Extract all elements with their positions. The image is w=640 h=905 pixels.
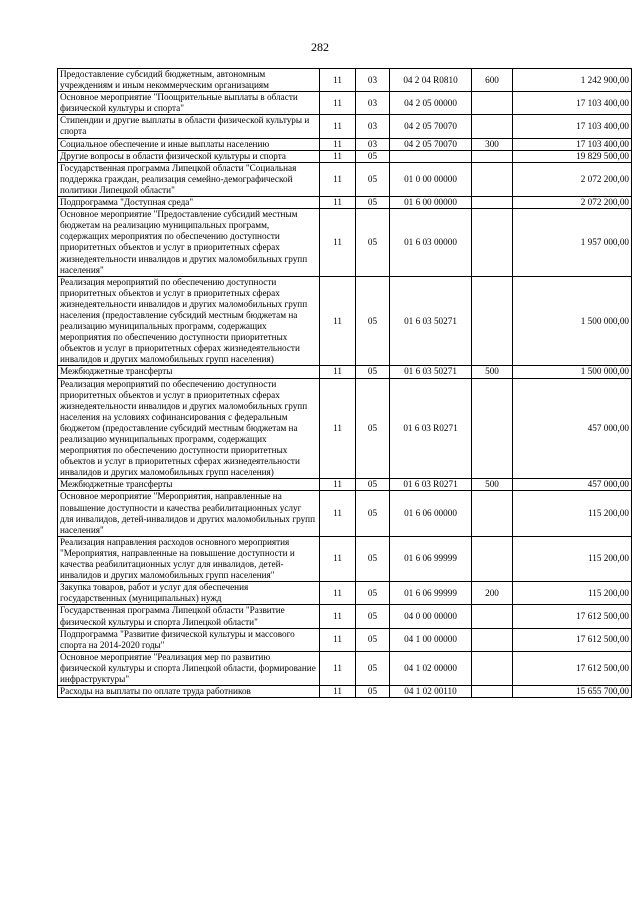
expense-type-cell <box>472 209 513 277</box>
amount-cell: 115 200,00 <box>513 582 632 605</box>
section-code-cell: 11 <box>320 582 356 605</box>
table-row <box>58 651 632 685</box>
table-row <box>58 115 632 138</box>
section-code-cell: 11 <box>320 378 356 479</box>
table-row <box>58 479 632 491</box>
expense-name-cell: Межбюджетные трансферты <box>58 479 320 491</box>
subsection-code-cell: 05 <box>356 536 390 581</box>
section-code-cell: 11 <box>320 138 356 150</box>
subsection-code-cell: 03 <box>356 92 390 115</box>
subsection-code-cell: 03 <box>356 138 390 150</box>
section-code-cell: 11 <box>320 651 356 685</box>
expense-name-cell: Расходы на выплаты по оплате труда работников <box>58 686 320 698</box>
target-item-cell: 04 2 05 70070 <box>390 115 472 138</box>
subsection-code-cell: 05 <box>356 276 390 366</box>
target-item-cell: 01 6 06 00000 <box>390 491 472 536</box>
expense-name-cell: Закупка товаров, работ и услуг для обеспечения государственных (муниципальных) нужд <box>58 582 320 605</box>
expense-type-cell <box>472 378 513 479</box>
section-code-cell: 11 <box>320 628 356 651</box>
amount-cell: 17 103 400,00 <box>513 138 632 150</box>
target-item-cell: 04 2 04 R0810 <box>390 69 472 92</box>
table-row <box>58 209 632 277</box>
expense-type-cell <box>472 162 513 196</box>
expense-name-cell: Реализация мероприятий по обеспечению доступности приоритетных объектов и услуг в приоритетных сферах жизнедеятельности инвалидов и других маломобильных групп населения на условиях софинансирования с федеральным бюджетом (предоставление субсидий местным бюджетам на реализацию муниципальных программ, содержащих мероприятия по обеспечению доступности приоритетных объектов и услуг в приоритетных сферах жизнедеятельности инвалидов и других маломобильных групп населения) <box>58 378 320 479</box>
budget-table <box>57 68 632 698</box>
table-row <box>58 162 632 196</box>
expense-type-cell <box>472 92 513 115</box>
expense-type-cell: 200 <box>472 582 513 605</box>
subsection-code-cell: 05 <box>356 651 390 685</box>
target-item-cell: 01 6 03 50271 <box>390 366 472 378</box>
expense-name-cell: Реализация мероприятий по обеспечению доступности приоритетных объектов и услуг в приоритетных сферах жизнедеятельности инвалидов и других маломобильных групп населения (предоставление субсидий местным бюджетам на реализацию муниципальных программ, содержащих мероприятия по обеспечению доступности приоритетных объектов и услуг в приоритетных сферах жизнедеятельности инвалидов и других маломобильных групп населения) <box>58 276 320 366</box>
target-item-cell: 04 1 00 00000 <box>390 628 472 651</box>
section-code-cell: 11 <box>320 197 356 209</box>
target-item-cell: 01 6 06 99999 <box>390 582 472 605</box>
expense-name-cell: Подпрограмма "Доступная среда" <box>58 197 320 209</box>
subsection-code-cell: 05 <box>356 197 390 209</box>
expense-type-cell <box>472 651 513 685</box>
table-row <box>58 491 632 536</box>
subsection-code-cell: 05 <box>356 366 390 378</box>
subsection-code-cell: 03 <box>356 115 390 138</box>
target-item-cell: 01 6 03 R0271 <box>390 479 472 491</box>
expense-type-cell <box>472 491 513 536</box>
expense-type-cell <box>472 536 513 581</box>
target-item-cell: 01 6 03 00000 <box>390 209 472 277</box>
section-code-cell: 11 <box>320 491 356 536</box>
amount-cell: 2 072 200,00 <box>513 197 632 209</box>
section-code-cell: 11 <box>320 686 356 698</box>
expense-name-cell: Государственная программа Липецкой области "Развитие физической культуры и спорта Липецкой области" <box>58 605 320 628</box>
expense-name-cell: Подпрограмма "Развитие физической культуры и массового спорта на 2014-2020 годы" <box>58 628 320 651</box>
amount-cell: 17 612 500,00 <box>513 605 632 628</box>
amount-cell: 1 242 900,00 <box>513 69 632 92</box>
section-code-cell: 11 <box>320 69 356 92</box>
expense-name-cell: Основное мероприятие "Поощрительные выплаты в области физической культуры и спорта" <box>58 92 320 115</box>
subsection-code-cell: 05 <box>356 686 390 698</box>
target-item-cell: 04 2 05 70070 <box>390 138 472 150</box>
amount-cell: 115 200,00 <box>513 536 632 581</box>
amount-cell: 19 829 500,00 <box>513 150 632 162</box>
expense-name-cell: Реализация направления расходов основного мероприятия "Мероприятия, направленные на повышение доступности и качества реабилитационных услуг для инвалидов, детей-инвалидов и других маломобильных групп населения" <box>58 536 320 581</box>
amount-cell: 17 103 400,00 <box>513 115 632 138</box>
table-row <box>58 686 632 698</box>
table-row <box>58 69 632 92</box>
table-row <box>58 378 632 479</box>
table-row <box>58 605 632 628</box>
expense-type-cell <box>472 605 513 628</box>
table-row <box>58 138 632 150</box>
subsection-code-cell: 03 <box>356 69 390 92</box>
section-code-cell: 11 <box>320 366 356 378</box>
table-row <box>58 276 632 366</box>
section-code-cell: 11 <box>320 605 356 628</box>
expense-name-cell: Социальное обеспечение и иные выплаты населению <box>58 138 320 150</box>
target-item-cell: 04 0 00 00000 <box>390 605 472 628</box>
expense-type-cell <box>472 276 513 366</box>
expense-type-cell: 500 <box>472 366 513 378</box>
subsection-code-cell: 05 <box>356 150 390 162</box>
section-code-cell: 11 <box>320 479 356 491</box>
expense-name-cell: Стипендии и другие выплаты в области физической культуры и спорта <box>58 115 320 138</box>
amount-cell: 15 655 700,00 <box>513 686 632 698</box>
subsection-code-cell: 05 <box>356 628 390 651</box>
expense-type-cell <box>472 150 513 162</box>
expense-type-cell: 300 <box>472 138 513 150</box>
target-item-cell: 01 6 03 R0271 <box>390 378 472 479</box>
section-code-cell: 11 <box>320 209 356 277</box>
target-item-cell: 04 2 05 00000 <box>390 92 472 115</box>
table-row <box>58 92 632 115</box>
section-code-cell: 11 <box>320 115 356 138</box>
target-item-cell: 01 6 06 99999 <box>390 536 472 581</box>
page-number: 282 <box>311 40 329 54</box>
subsection-code-cell: 05 <box>356 605 390 628</box>
target-item-cell <box>390 150 472 162</box>
section-code-cell: 11 <box>320 536 356 581</box>
expense-type-cell <box>472 686 513 698</box>
target-item-cell: 01 6 03 50271 <box>390 276 472 366</box>
target-item-cell: 04 1 02 00000 <box>390 651 472 685</box>
budget-table-body <box>58 69 632 698</box>
subsection-code-cell: 05 <box>356 378 390 479</box>
amount-cell: 17 612 500,00 <box>513 651 632 685</box>
expense-name-cell: Основное мероприятие "Предоставление субсидий местным бюджетам на реализацию муниципальных программ, содержащих мероприятия по обеспечению доступности приоритетных объектов и услуг в приоритетных сферах жизнедеятельности инвалидов и других маломобильных групп населения" <box>58 209 320 277</box>
amount-cell: 17 103 400,00 <box>513 92 632 115</box>
table-row <box>58 366 632 378</box>
expense-name-cell: Основное мероприятие "Мероприятия, направленные на повышение доступности и качества реабилитационных услуг для инвалидов, детей-инвалидов и других маломобильных групп населения" <box>58 491 320 536</box>
table-row <box>58 582 632 605</box>
amount-cell: 457 000,00 <box>513 378 632 479</box>
subsection-code-cell: 05 <box>356 209 390 277</box>
table-row <box>58 536 632 581</box>
amount-cell: 457 000,00 <box>513 479 632 491</box>
expense-type-cell: 500 <box>472 479 513 491</box>
expense-name-cell: Основное мероприятие "Реализация мер по развитию физической культуры и спорта Липецкой области, формирование инфраструктуры" <box>58 651 320 685</box>
expense-type-cell: 600 <box>472 69 513 92</box>
section-code-cell: 11 <box>320 150 356 162</box>
amount-cell: 115 200,00 <box>513 491 632 536</box>
amount-cell: 17 612 500,00 <box>513 628 632 651</box>
amount-cell: 1 957 000,00 <box>513 209 632 277</box>
amount-cell: 1 500 000,00 <box>513 276 632 366</box>
section-code-cell: 11 <box>320 92 356 115</box>
subsection-code-cell: 05 <box>356 582 390 605</box>
expense-name-cell: Государственная программа Липецкой области "Социальная поддержка граждан, реализация семейно-демографической политики Липецкой области" <box>58 162 320 196</box>
expense-type-cell <box>472 197 513 209</box>
table-row <box>58 150 632 162</box>
expense-type-cell <box>472 115 513 138</box>
amount-cell: 2 072 200,00 <box>513 162 632 196</box>
subsection-code-cell: 05 <box>356 479 390 491</box>
expense-name-cell: Предоставление субсидий бюджетным, автономным учреждениям и иным некоммерческим организациям <box>58 69 320 92</box>
expense-name-cell: Межбюджетные трансферты <box>58 366 320 378</box>
subsection-code-cell: 05 <box>356 491 390 536</box>
target-item-cell: 01 6 00 00000 <box>390 197 472 209</box>
table-row <box>58 628 632 651</box>
expense-type-cell <box>472 628 513 651</box>
table-row <box>58 197 632 209</box>
section-code-cell: 11 <box>320 162 356 196</box>
amount-cell: 1 500 000,00 <box>513 366 632 378</box>
expense-name-cell: Другие вопросы в области физической культуры и спорта <box>58 150 320 162</box>
section-code-cell: 11 <box>320 276 356 366</box>
target-item-cell: 01 0 00 00000 <box>390 162 472 196</box>
subsection-code-cell: 05 <box>356 162 390 196</box>
target-item-cell: 04 1 02 00110 <box>390 686 472 698</box>
